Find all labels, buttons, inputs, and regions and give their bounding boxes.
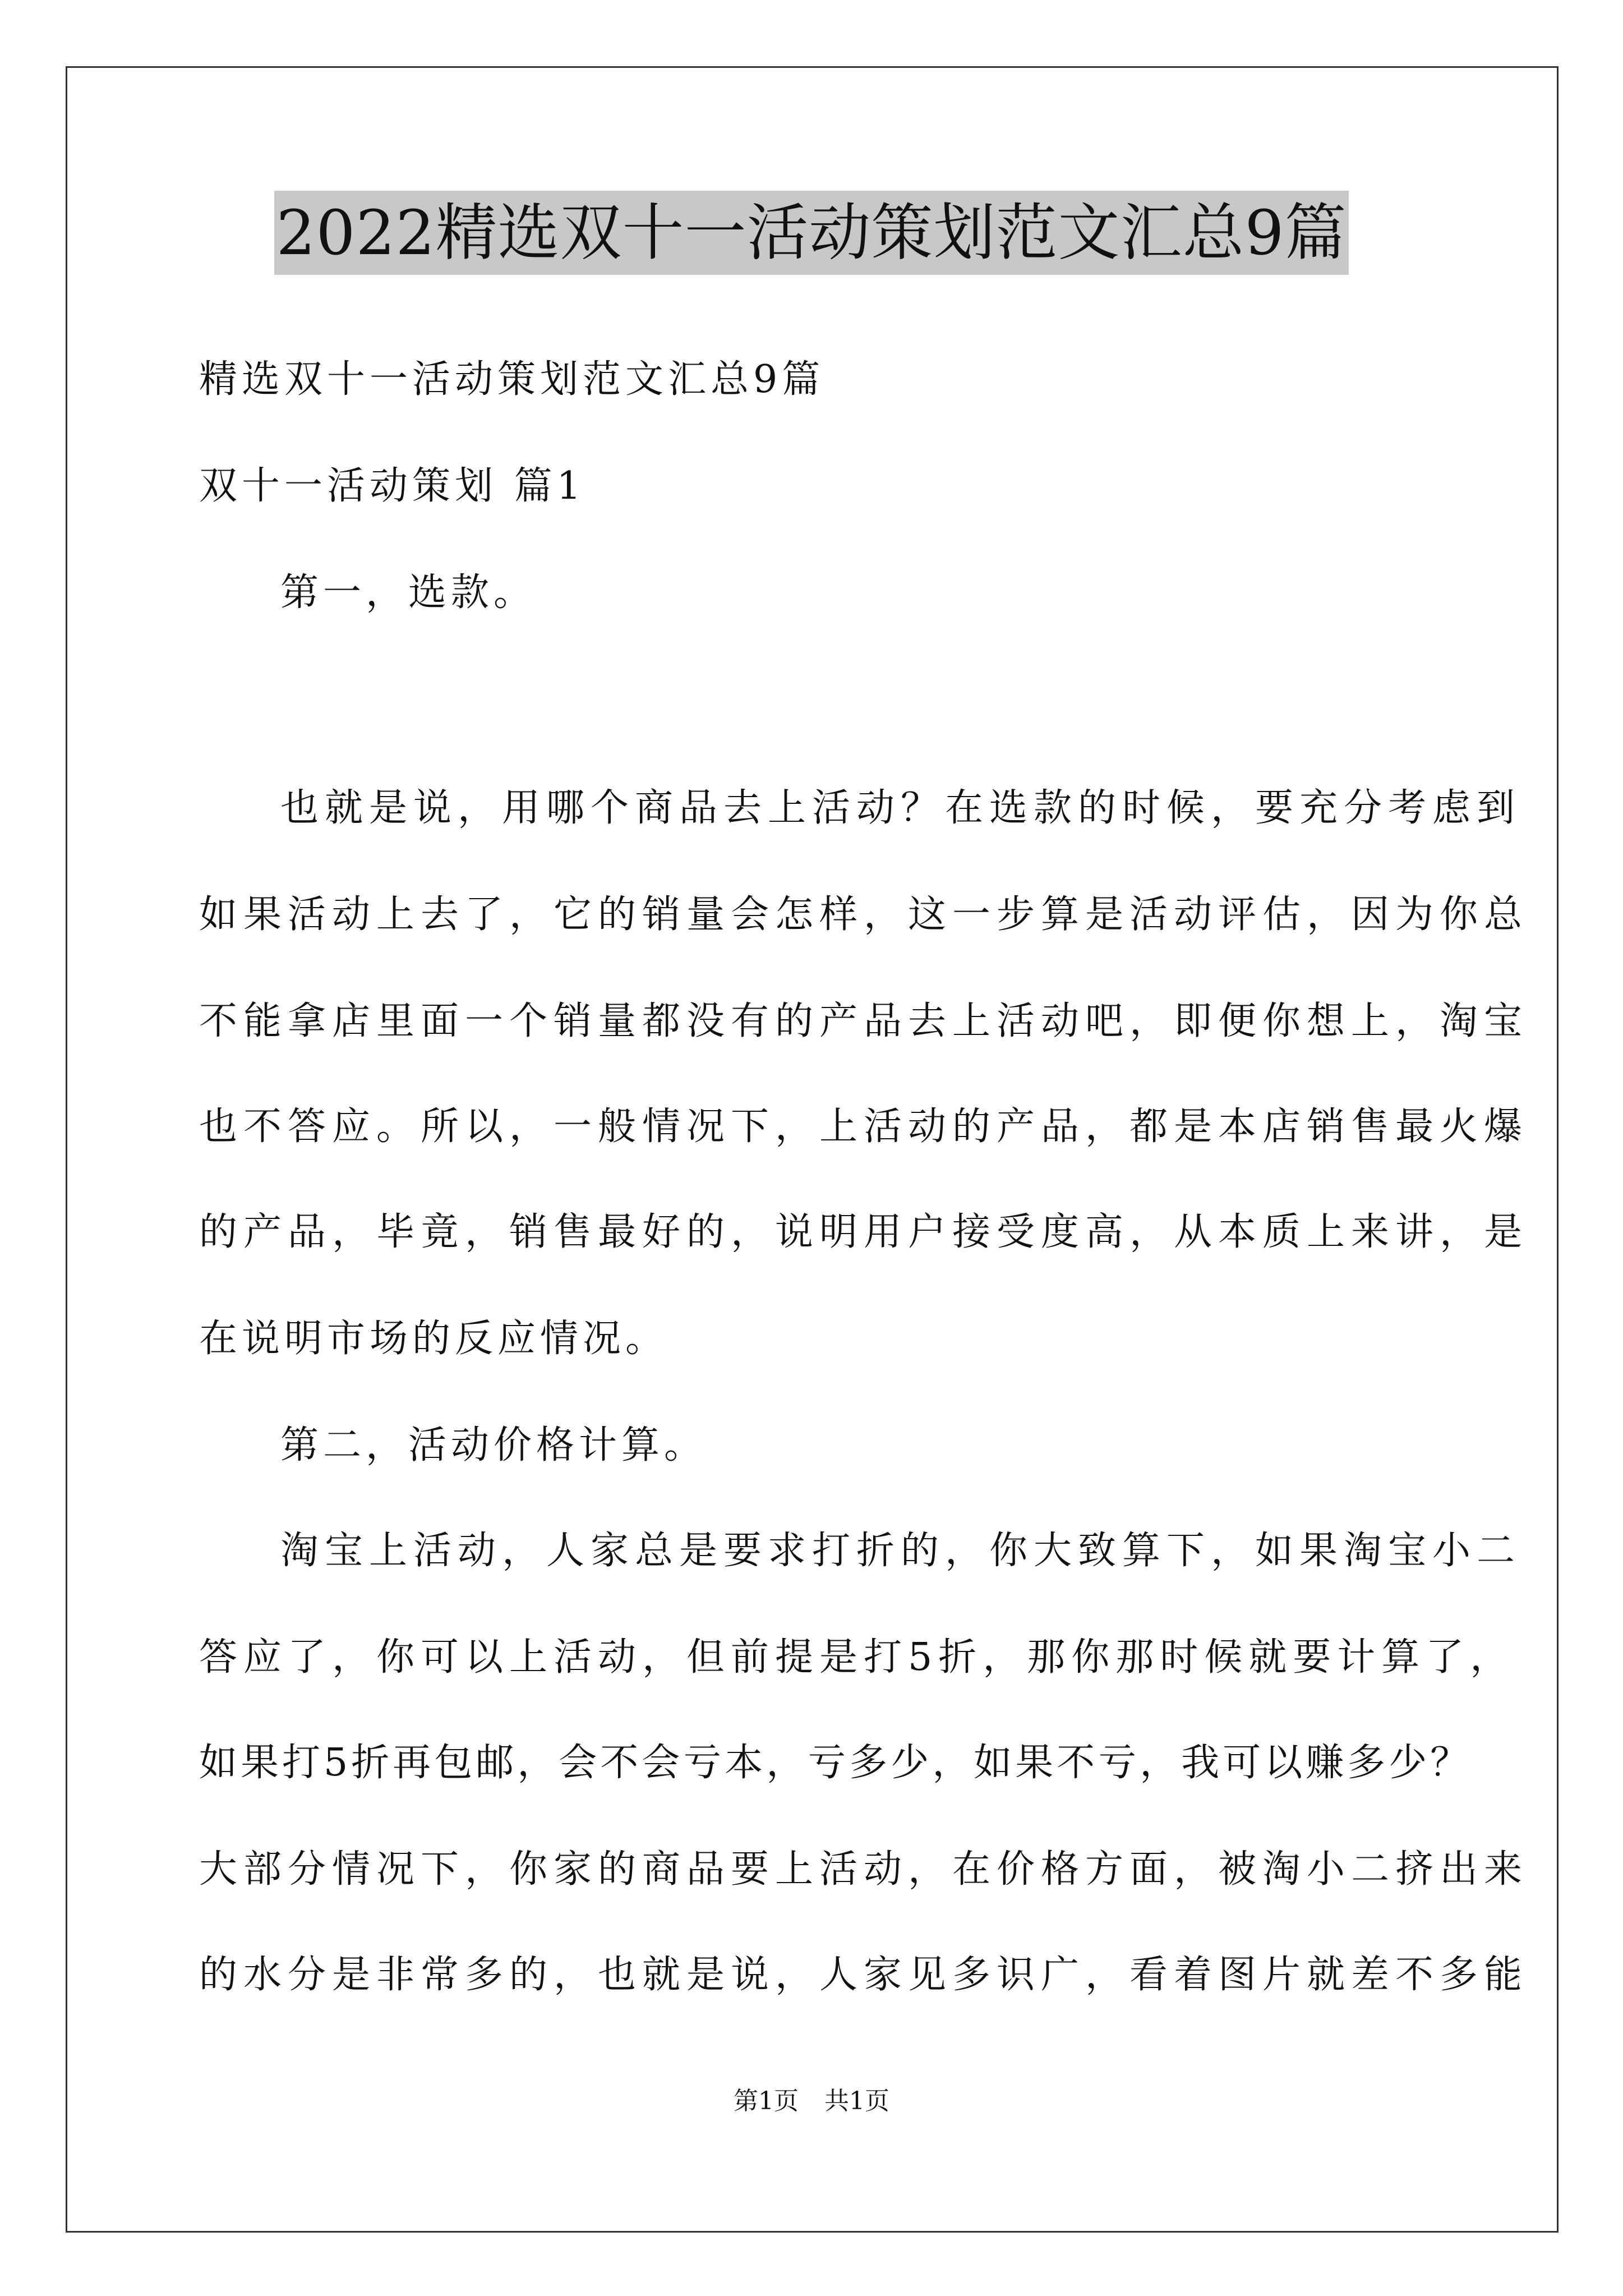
page-number-total: 共1页	[824, 2087, 889, 2115]
paragraph-line: 的水分是非常多的，也就是说，人家见多识广，看着图片就差不多能	[199, 1953, 1529, 1997]
paragraph-line: 的产品，毕竟，销售最好的，说明用户接受度高，从本质上来讲，是	[199, 1210, 1529, 1254]
document-title	[0, 191, 1623, 275]
paragraph-line: 在说明市场的反应情况。	[199, 1317, 668, 1361]
paragraph-line: 不能拿店里面一个销量都没有的产品去上活动吧，即便你想上，淘宝	[199, 999, 1529, 1043]
paragraph-line: 淘宝上活动，人家总是要求打折的，你大致算下，如果淘宝小二	[280, 1529, 1521, 1573]
page-footer	[0, 2085, 1623, 2118]
paragraph-line: 也就是说，用哪个商品去上活动？在选款的时候，要充分考虑到	[280, 786, 1521, 830]
page-number-current: 第1页	[734, 2087, 799, 2115]
paragraph-line: 如果打5折再包邮，会不会亏本，亏多少，如果不亏，我可以赚多少？	[199, 1741, 1472, 1785]
paragraph-line: 第二，活动价格计算。	[280, 1423, 707, 1467]
document-title-text: 2022精选双十一活动策划范文汇总9篇	[274, 191, 1349, 275]
subtitle-line: 精选双十一活动策划范文汇总9篇	[199, 357, 825, 402]
paragraph-line: 也不答应。所以，一般情况下，上活动的产品，都是本店销售最火爆	[199, 1105, 1529, 1149]
paragraph-line: 大部分情况下，你家的商品要上活动，在价格方面，被淘小二挤出来	[199, 1847, 1529, 1892]
paragraph-line: 第一，选款。	[280, 570, 537, 615]
paragraph-line: 答应了，你可以上活动，但前提是打5折，那你那时候就要计算了，	[199, 1635, 1515, 1680]
paragraph-line: 如果活动上去了，它的销量会怎样，这一步算是活动评估，因为你总	[199, 892, 1529, 937]
section-heading: 双十一活动策划 篇1	[199, 464, 585, 508]
